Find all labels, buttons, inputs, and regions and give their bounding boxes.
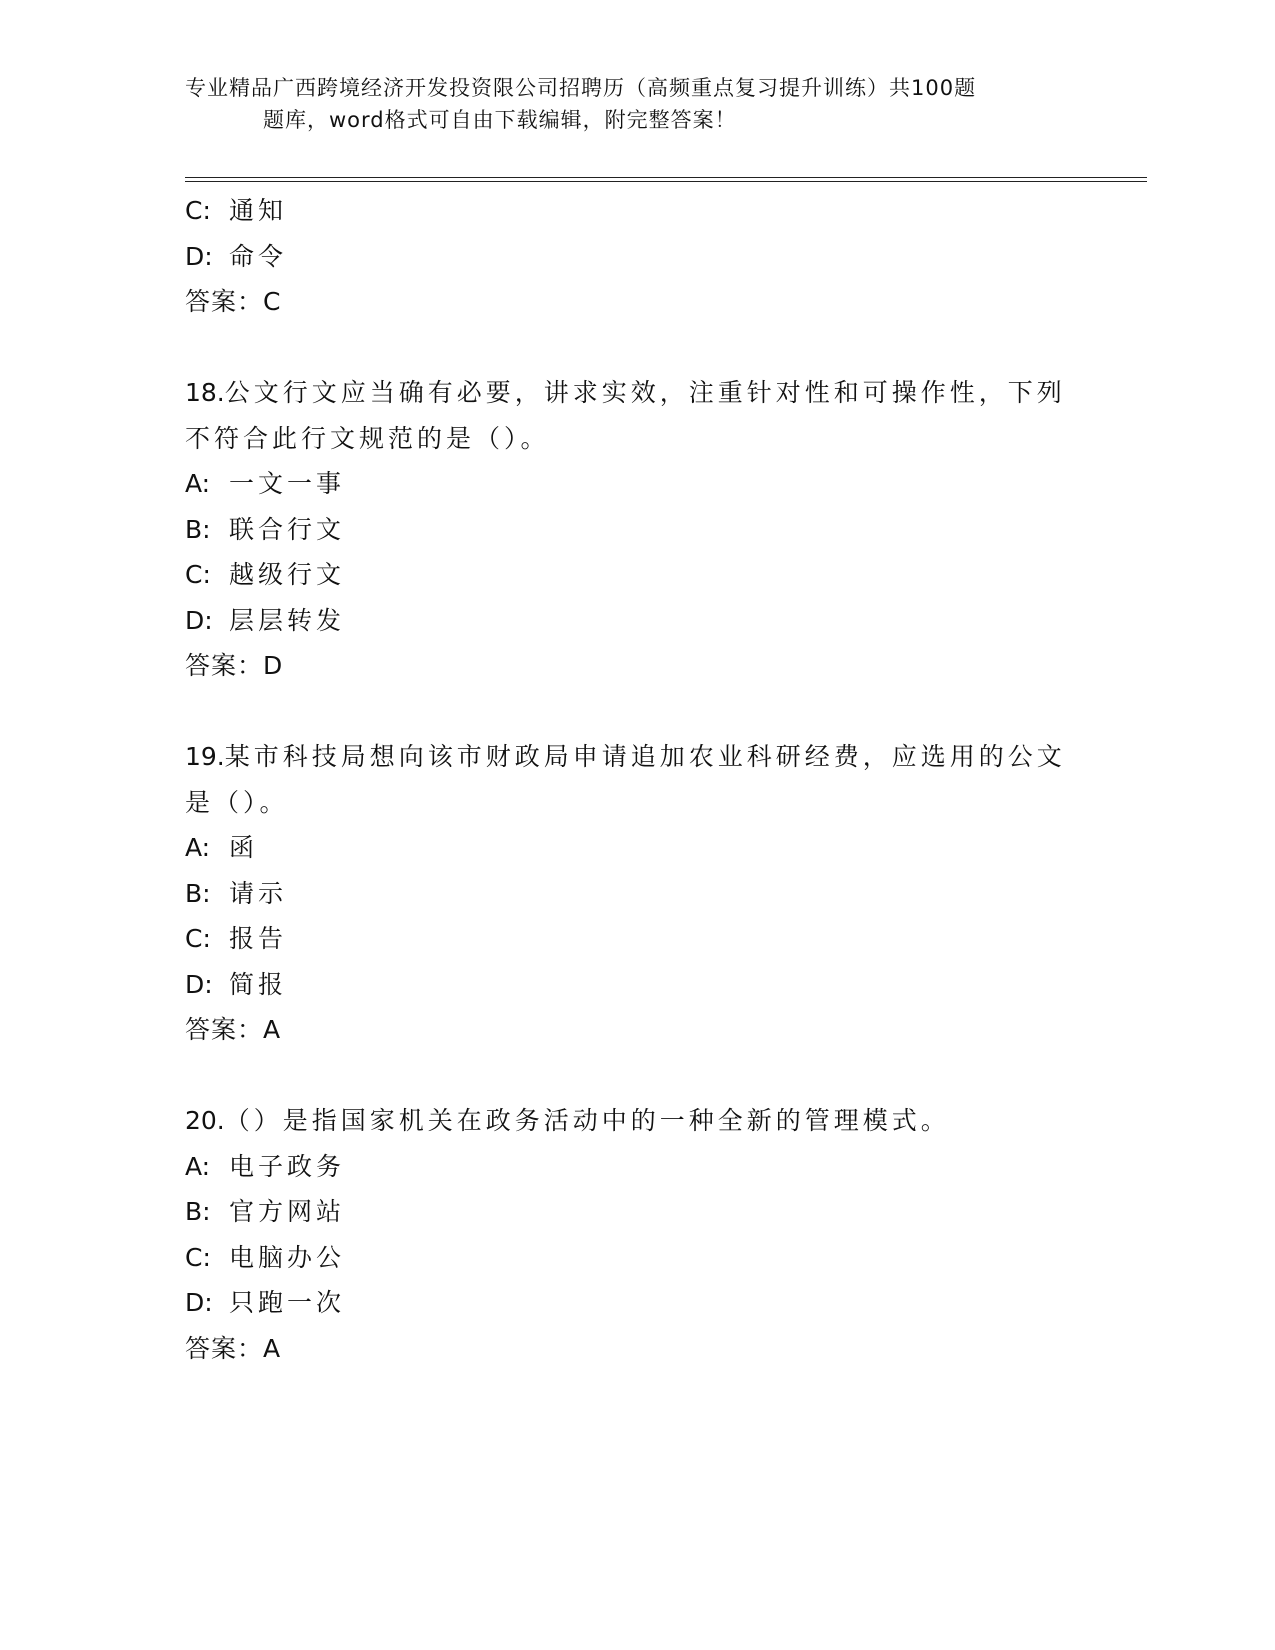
header-title-line-1: 专业精品广西跨境经济开发投资限公司招聘历（高频重点复习提升训练）共100题 — [185, 76, 977, 100]
question-19-option-a — [185, 825, 1085, 871]
question-stem-text: 某市科技局想向该市财政局申请追加农业科研经费，应选用的公文 — [224, 742, 1066, 771]
question-20-option-c — [185, 1235, 1085, 1281]
question-19-option-d — [185, 962, 1085, 1008]
question-19-answer: 答案：A — [185, 1015, 282, 1044]
question-number: 20. — [185, 1106, 225, 1135]
option-text: 联合行文 — [229, 514, 346, 544]
question-18-option-c — [185, 552, 1085, 598]
question-number: 18. — [185, 378, 225, 407]
prev-answer: 答案：C — [185, 287, 282, 316]
option-text: 电子政务 — [229, 1151, 346, 1181]
option-text: 命令 — [229, 241, 288, 271]
question-number: 19. — [185, 742, 225, 771]
page-header — [185, 72, 1085, 136]
option-key: D: — [185, 1288, 213, 1317]
option-text: 电脑办公 — [229, 1242, 346, 1272]
question-stem-text: 公文行文应当确有必要，讲求实效，注重针对性和可操作性，下列 — [224, 378, 1066, 407]
option-text: 报告 — [229, 924, 288, 953]
question-18-option-b — [185, 507, 1085, 553]
question-18-option-a — [185, 461, 1085, 507]
header-divider-bottom — [185, 181, 1147, 182]
option-key: D: — [185, 241, 213, 271]
option-key: A: — [185, 833, 211, 862]
question-20-option-d — [185, 1280, 1085, 1326]
option-key: C: — [185, 1242, 211, 1272]
prev-option-d — [185, 234, 1085, 280]
question-20-option-b — [185, 1189, 1085, 1235]
option-key: B: — [185, 878, 211, 908]
option-key: B: — [185, 1197, 211, 1226]
option-key: C: — [185, 196, 211, 225]
option-text: 一文一事 — [229, 469, 346, 498]
spacer — [185, 325, 1085, 371]
question-stem-text: （）是指国家机关在政务活动中的一种全新的管理模式。 — [224, 1106, 950, 1135]
spacer — [185, 689, 1085, 735]
question-18-stem-line-1 — [185, 370, 1085, 416]
spacer — [185, 1053, 1085, 1099]
question-20-answer: 答案：A — [185, 1333, 282, 1363]
question-18-answer: 答案：D — [185, 651, 284, 680]
question-20-option-a — [185, 1144, 1085, 1190]
option-text: 越级行文 — [229, 560, 346, 589]
option-key: D: — [185, 605, 213, 635]
option-key: D: — [185, 969, 213, 999]
question-20-stem-line-1 — [185, 1098, 1085, 1144]
question-19-stem-line-2: 是（）。 — [185, 787, 289, 817]
question-content — [185, 188, 1085, 1371]
option-text: 只跑一次 — [229, 1288, 346, 1317]
prev-option-c — [185, 188, 1085, 234]
option-text: 层层转发 — [229, 605, 346, 635]
option-text: 简报 — [229, 969, 288, 999]
header-divider-top — [185, 177, 1147, 178]
option-key: A: — [185, 1151, 211, 1181]
question-19-stem-line-1 — [185, 734, 1085, 780]
question-18-option-d — [185, 598, 1085, 644]
option-key: B: — [185, 514, 211, 544]
option-key: A: — [185, 469, 211, 498]
option-text: 函 — [229, 833, 259, 862]
question-18-stem-line-2: 不符合此行文规范的是（）。 — [185, 423, 550, 453]
option-key: C: — [185, 924, 211, 953]
option-text: 官方网站 — [229, 1197, 346, 1226]
question-19-option-c — [185, 916, 1085, 962]
header-title-line-2: 题库，word格式可自由下载编辑，附完整答案！ — [263, 108, 737, 132]
option-text: 请示 — [229, 878, 288, 908]
option-key: C: — [185, 560, 211, 589]
question-19-option-b — [185, 871, 1085, 917]
option-text: 通知 — [229, 196, 288, 225]
